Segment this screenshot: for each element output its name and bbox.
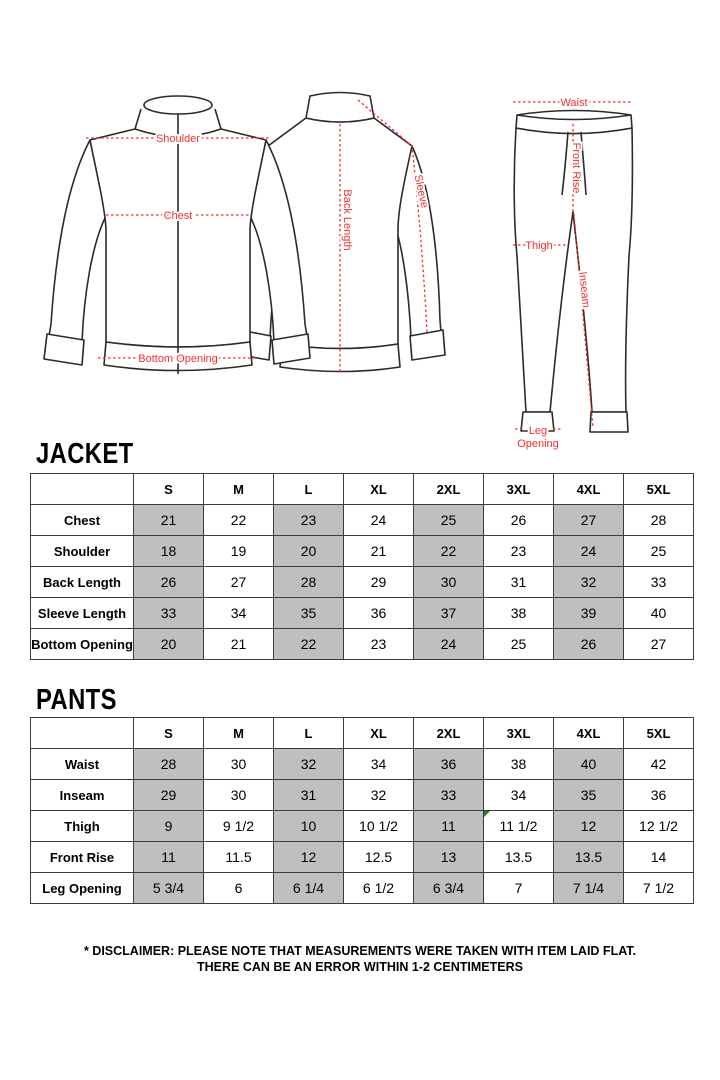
corner-cell <box>31 718 134 749</box>
disclaimer-line-2: THERE CAN BE AN ERROR WITHIN 1-2 CENTIMETERS <box>197 960 523 974</box>
size-value-cell: 11 <box>134 842 204 873</box>
size-column-header: L <box>274 718 344 749</box>
size-value-cell: 34 <box>484 780 554 811</box>
measurement-row-label: Waist <box>31 749 134 780</box>
size-value-cell: 28 <box>274 567 344 598</box>
back-length-measure-label: Back Length <box>341 189 353 251</box>
size-value-cell: 42 <box>624 749 694 780</box>
size-value-cell: 26 <box>554 629 624 660</box>
size-value-cell: 6 1/4 <box>274 873 344 904</box>
size-column-header: M <box>204 718 274 749</box>
jacket-header-row <box>31 474 694 505</box>
size-value-cell: 30 <box>204 749 274 780</box>
size-value-cell: 30 <box>414 567 484 598</box>
size-value-cell <box>484 811 554 842</box>
table-row <box>31 629 694 660</box>
measurement-row-label: Sleeve Length <box>31 598 134 629</box>
size-value-cell: 30 <box>204 780 274 811</box>
measurement-row-label: Thigh <box>31 811 134 842</box>
measurement-row-label: Inseam <box>31 780 134 811</box>
size-value-cell: 18 <box>134 536 204 567</box>
sleeve-measure-label: Sleeve <box>411 173 431 210</box>
size-value-cell: 12 <box>554 811 624 842</box>
size-value-cell: 22 <box>274 629 344 660</box>
size-value-cell: 21 <box>134 505 204 536</box>
measurement-row-label: Bottom Opening <box>31 629 134 660</box>
size-value-cell: 23 <box>344 629 414 660</box>
table-row <box>31 567 694 598</box>
chest-measure-label: Chest <box>163 210 193 222</box>
size-column-header: 4XL <box>554 718 624 749</box>
corner-cell <box>31 474 134 505</box>
pants-header-row <box>31 718 694 749</box>
size-value-cell: 29 <box>344 567 414 598</box>
size-column-header: XL <box>344 718 414 749</box>
size-value-cell: 36 <box>344 598 414 629</box>
size-value-cell: 6 <box>204 873 274 904</box>
size-value-cell: 37 <box>414 598 484 629</box>
size-value-cell: 11 <box>414 811 484 842</box>
size-value-cell: 24 <box>554 536 624 567</box>
size-value-cell: 19 <box>204 536 274 567</box>
size-column-header: 3XL <box>484 474 554 505</box>
size-column-header: S <box>134 474 204 505</box>
jacket-section-title: JACKET <box>36 438 134 470</box>
size-value-cell: 28 <box>624 505 694 536</box>
size-value-cell: 32 <box>274 749 344 780</box>
size-column-header: L <box>274 474 344 505</box>
size-value-cell: 38 <box>484 749 554 780</box>
size-value-cell: 26 <box>484 505 554 536</box>
size-column-header: 5XL <box>624 718 694 749</box>
size-value-cell: 9 <box>134 811 204 842</box>
size-value-cell: 35 <box>274 598 344 629</box>
size-value-cell: 23 <box>274 505 344 536</box>
size-value-cell: 32 <box>554 567 624 598</box>
size-value-cell: 7 1/4 <box>554 873 624 904</box>
size-column-header: 3XL <box>484 718 554 749</box>
size-value-cell: 11.5 <box>204 842 274 873</box>
jacket-size-table <box>30 473 694 660</box>
size-value-cell: 6 3/4 <box>414 873 484 904</box>
disclaimer-line-1: * DISCLAIMER: PLEASE NOTE THAT MEASUREMENTS WERE TAKEN WITH ITEM LAID FLAT. <box>83 944 637 958</box>
size-value-cell: 40 <box>624 598 694 629</box>
table-row <box>31 842 694 873</box>
size-value-cell: 7 1/2 <box>624 873 694 904</box>
size-value-cell: 31 <box>274 780 344 811</box>
size-value-cell: 33 <box>414 780 484 811</box>
size-value-cell: 10 1/2 <box>344 811 414 842</box>
size-column-header: XL <box>344 474 414 505</box>
size-value-cell: 13.5 <box>554 842 624 873</box>
size-value-cell: 12 1/2 <box>624 811 694 842</box>
size-value-text: 11 1/2 <box>499 818 538 834</box>
size-value-cell: 34 <box>344 749 414 780</box>
size-value-cell: 38 <box>484 598 554 629</box>
size-value-cell: 40 <box>554 749 624 780</box>
size-value-cell: 13 <box>414 842 484 873</box>
inseam-measure-label: Inseam <box>576 271 592 309</box>
table-row <box>31 505 694 536</box>
size-value-cell: 14 <box>624 842 694 873</box>
table-row <box>31 536 694 567</box>
size-value-cell: 25 <box>484 629 554 660</box>
size-column-header: 2XL <box>414 718 484 749</box>
size-value-cell: 20 <box>134 629 204 660</box>
size-value-cell: 34 <box>204 598 274 629</box>
size-value-cell: 25 <box>414 505 484 536</box>
size-column-header: 5XL <box>624 474 694 505</box>
size-value-cell: 13.5 <box>484 842 554 873</box>
size-value-cell: 7 <box>484 873 554 904</box>
size-value-cell: 21 <box>204 629 274 660</box>
size-value-cell: 32 <box>344 780 414 811</box>
size-value-cell: 24 <box>414 629 484 660</box>
jacket-front-diagram <box>28 84 312 384</box>
size-value-cell: 21 <box>344 536 414 567</box>
thigh-measure-label: Thigh <box>525 240 553 252</box>
size-value-cell: 33 <box>624 567 694 598</box>
size-value-cell: 27 <box>554 505 624 536</box>
size-value-cell: 27 <box>204 567 274 598</box>
size-value-cell: 6 1/2 <box>344 873 414 904</box>
size-value-cell: 33 <box>134 598 204 629</box>
table-row <box>31 598 694 629</box>
pants-section-title: PANTS <box>36 684 117 716</box>
size-value-cell: 22 <box>414 536 484 567</box>
size-value-cell: 35 <box>554 780 624 811</box>
size-value-cell: 27 <box>624 629 694 660</box>
size-value-cell: 24 <box>344 505 414 536</box>
pants-size-table <box>30 717 694 904</box>
size-column-header: S <box>134 718 204 749</box>
size-value-cell: 36 <box>624 780 694 811</box>
measurement-row-label: Leg Opening <box>31 873 134 904</box>
note-triangle-icon <box>484 811 490 817</box>
size-column-header: M <box>204 474 274 505</box>
size-value-cell: 9 1/2 <box>204 811 274 842</box>
size-value-cell: 31 <box>484 567 554 598</box>
front-rise-measure-label: Front Rise <box>570 142 582 194</box>
size-value-cell: 23 <box>484 536 554 567</box>
disclaimer-note <box>0 943 720 975</box>
measurement-row-label: Chest <box>31 505 134 536</box>
measurement-row-label: Shoulder <box>31 536 134 567</box>
size-value-cell: 12.5 <box>344 842 414 873</box>
table-row <box>31 811 694 842</box>
waist-measure-label: Waist <box>560 97 588 109</box>
size-value-cell: 12 <box>274 842 344 873</box>
size-value-cell: 28 <box>134 749 204 780</box>
shoulder-measure-label: Shoulder <box>155 133 201 145</box>
size-value-cell: 20 <box>274 536 344 567</box>
leg-opening-label-line1: Leg <box>528 425 548 437</box>
table-row <box>31 780 694 811</box>
size-value-cell: 36 <box>414 749 484 780</box>
size-column-header: 4XL <box>554 474 624 505</box>
size-value-cell: 10 <box>274 811 344 842</box>
size-column-header: 2XL <box>414 474 484 505</box>
table-row <box>31 749 694 780</box>
size-value-cell: 39 <box>554 598 624 629</box>
measurement-row-label: Front Rise <box>31 842 134 873</box>
size-value-cell: 25 <box>624 536 694 567</box>
size-value-cell: 22 <box>204 505 274 536</box>
bottom-opening-measure-label: Bottom Opening <box>138 353 218 365</box>
size-value-cell: 5 3/4 <box>134 873 204 904</box>
size-value-cell: 26 <box>134 567 204 598</box>
size-value-cell: 29 <box>134 780 204 811</box>
pants-diagram <box>480 82 685 454</box>
table-row <box>31 873 694 904</box>
measurement-row-label: Back Length <box>31 567 134 598</box>
leg-opening-label-line2: Opening <box>517 438 559 450</box>
